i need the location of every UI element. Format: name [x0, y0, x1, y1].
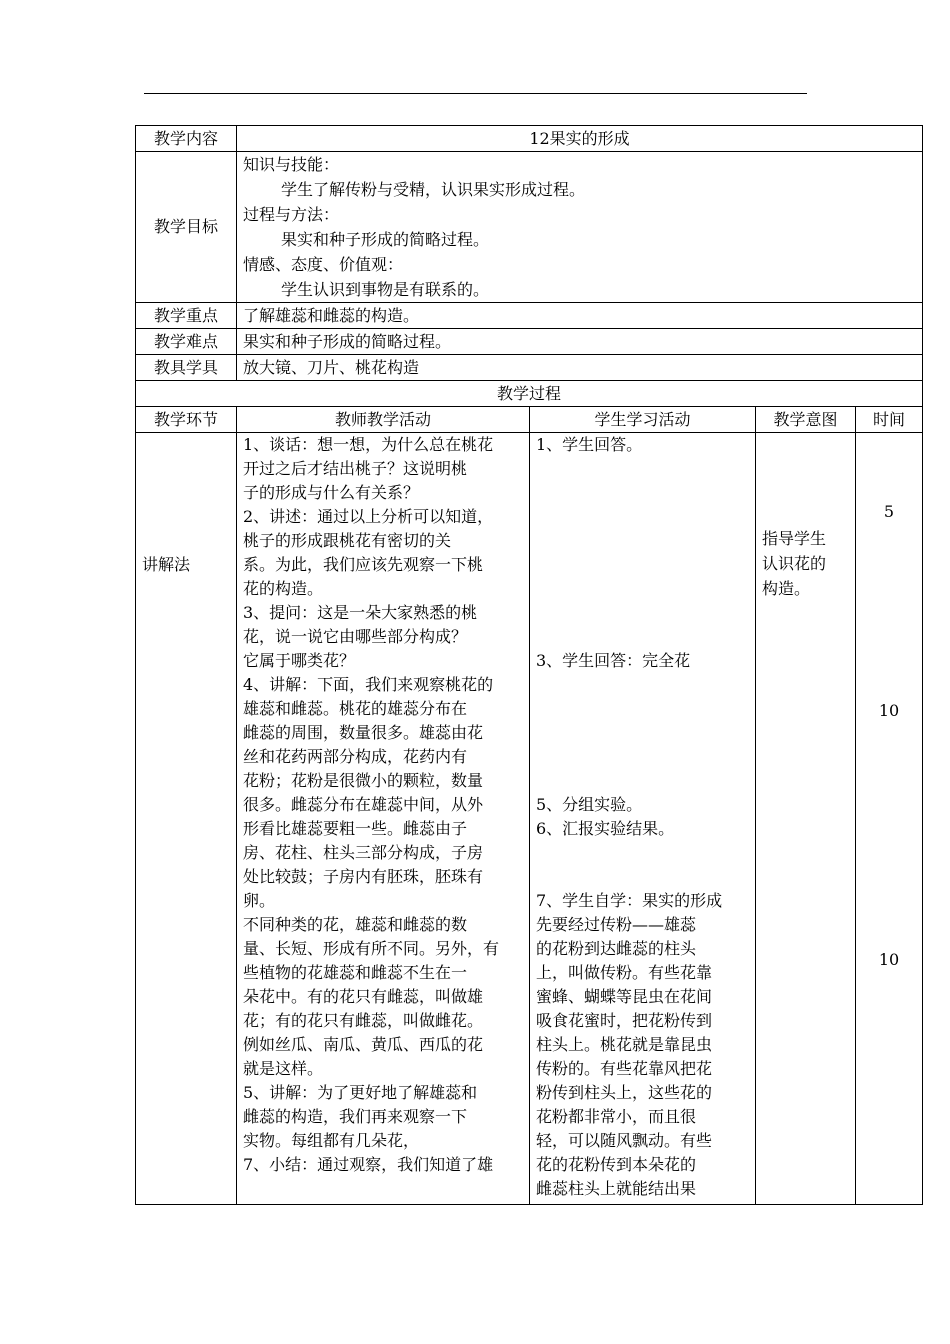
objective-line: 过程与方法：	[243, 205, 340, 224]
student-activity-line	[536, 625, 749, 649]
student-activity-line: 1、学生回答。	[536, 435, 643, 454]
time-value-1: 5	[883, 502, 895, 521]
teacher-activity-line: 雌蕊的周围，数量很多。雄蕊由花	[243, 723, 484, 742]
teacher-activity-line: 不同种类的花，雄蕊和雌蕊的数	[243, 915, 468, 934]
student-activity-line: 吸食花蜜时，把花粉传到	[536, 1011, 713, 1030]
lesson-plan-table	[135, 125, 923, 1205]
tools-row	[136, 355, 923, 381]
teacher-activity-line: 处比较鼓；子房内有胚珠，胚珠有	[243, 867, 484, 886]
teacher-activity-line: 花的构造。	[243, 579, 324, 598]
teacher-activity-line: 7、小结：通过观察，我们知道了雄	[243, 1155, 494, 1174]
difficulty-value: 果实和种子形成的简略过程。	[237, 329, 923, 355]
teaching-method: 讲解法	[136, 433, 237, 1205]
student-activity-line	[536, 721, 749, 745]
teacher-activity-line: 3、提问：这是一朵大家熟悉的桃	[243, 603, 478, 622]
objectives-label: 教学目标	[136, 152, 237, 303]
teacher-activity-line: 4、讲解：下面，我们来观察桃花的	[243, 675, 494, 694]
teacher-activity-line: 朵花中。有的花只有雌蕊，叫做雄	[243, 987, 484, 1006]
process-title-row	[136, 381, 923, 407]
student-activity-line	[536, 481, 749, 505]
lesson-title: 12果实的形成	[237, 126, 923, 152]
teacher-activity-line: 系。为此，我们应该先观察一下桃	[243, 555, 484, 574]
intent-line: 指导学生	[762, 529, 827, 548]
teacher-activity-line: 就是这样。	[243, 1059, 324, 1078]
time-value-2: 10	[878, 701, 900, 720]
student-activity-line: 轻，可以随风飘动。有些	[536, 1131, 713, 1150]
time-cell	[856, 433, 923, 1205]
teacher-activity-line: 子的形成与什么有关系？	[243, 483, 420, 502]
student-activity-line: 柱头上。桃花就是靠昆虫	[536, 1035, 713, 1054]
student-activity-line	[536, 577, 749, 601]
student-activity-line	[536, 769, 749, 793]
teacher-activity-line: 些植物的花雄蕊和雌蕊不生在一	[243, 963, 468, 982]
col-stage: 教学环节	[136, 407, 237, 433]
student-activity-line: 花粉都非常小，而且很	[536, 1107, 697, 1126]
teacher-activity-line: 花，说一说它由哪些部分构成？	[243, 627, 468, 646]
teacher-activity-line: 开过之后才结出桃子？这说明桃	[243, 459, 468, 478]
key-point-value: 了解雄蕊和雌蕊的构造。	[237, 303, 923, 329]
tools-label: 教具学具	[136, 355, 237, 381]
teacher-activity-line: 实物。每组都有几朵花，	[243, 1131, 420, 1150]
objective-line: 学生了解传粉与受精，认识果实形成过程。	[281, 180, 586, 199]
col-intent: 教学意图	[756, 407, 856, 433]
objective-line: 学生认识到事物是有联系的。	[281, 280, 490, 299]
objective-line: 知识与技能：	[243, 155, 340, 174]
objectives-row	[136, 152, 923, 303]
student-activity-line	[536, 865, 749, 889]
teacher-activity-line: 房、花柱、柱头三部分构成，子房	[243, 843, 484, 862]
process-body-row	[136, 433, 923, 1205]
student-activity-line: 的花粉到达雌蕊的柱头	[536, 939, 697, 958]
objective-line: 情感、态度、价值观：	[243, 255, 404, 274]
key-point-label: 教学重点	[136, 303, 237, 329]
student-activity-line	[536, 601, 749, 625]
col-student: 学生学习活动	[530, 407, 756, 433]
time-value-3: 10	[878, 950, 900, 969]
teacher-activity-line: 丝和花药两部分构成，花药内有	[243, 747, 468, 766]
difficulty-label: 教学难点	[136, 329, 237, 355]
teacher-activities	[237, 433, 530, 1205]
student-activity-line	[536, 553, 749, 577]
teacher-activity-line: 桃子的形成跟桃花有密切的关	[243, 531, 452, 550]
teacher-activity-line: 花粉；花粉是很微小的颗粒，数量	[243, 771, 484, 790]
student-activity-line: 7、学生自学：果实的形成	[536, 891, 723, 910]
col-time: 时间	[856, 407, 923, 433]
intent-line: 构造。	[762, 578, 811, 598]
student-activity-line: 蜜蜂、蝴蝶等昆虫在花间	[536, 987, 713, 1006]
teacher-activity-line: 量、长短、形成有所不同。另外，有	[243, 939, 500, 958]
teacher-activity-line: 卵。	[243, 891, 276, 910]
student-activity-line: 先要经过传粉——雄蕊	[536, 915, 697, 934]
col-teacher: 教师教学活动	[237, 407, 530, 433]
student-activity-line	[536, 673, 749, 697]
teacher-activity-line: 5、讲解：为了更好地了解雄蕊和	[243, 1083, 478, 1102]
student-activity-line: 3、学生回答：完全花	[536, 651, 691, 670]
student-activities	[530, 433, 756, 1205]
teacher-activity-line: 花；有的花只有雌蕊，叫做雌花。	[243, 1011, 484, 1030]
student-activity-line	[536, 505, 749, 529]
teacher-activity-line: 很多。雌蕊分布在雄蕊中间，从外	[243, 795, 484, 814]
content-row	[136, 126, 923, 152]
tools-value: 放大镜、刀片、桃花构造	[237, 355, 923, 381]
student-activity-line	[536, 697, 749, 721]
student-activity-line: 花的花粉传到本朵花的	[536, 1155, 697, 1174]
teacher-activity-line: 雄蕊和雌蕊。桃花的雄蕊分布在	[243, 699, 468, 718]
process-title: 教学过程	[136, 381, 923, 407]
teaching-intent	[756, 433, 856, 1205]
student-activity-line	[536, 841, 749, 865]
header-rule	[144, 93, 807, 94]
intent-line: 认识花的	[762, 553, 827, 573]
difficulty-row	[136, 329, 923, 355]
student-activity-line: 上，叫做传粉。有些花靠	[536, 963, 713, 982]
student-activity-line	[536, 529, 749, 553]
process-header-row	[136, 407, 923, 433]
objectives-text	[237, 152, 923, 303]
student-activity-line: 传粉的。有些花靠风把花	[536, 1059, 713, 1078]
student-activity-line: 5、分组实验。	[536, 795, 643, 814]
student-activity-line: 粉传到柱头上，这些花的	[536, 1083, 713, 1102]
teacher-activity-line: 2、讲述：通过以上分析可以知道，	[243, 507, 494, 526]
content-label: 教学内容	[136, 126, 237, 152]
teacher-activity-line: 它属于哪类花？	[243, 651, 356, 670]
student-activity-line	[536, 745, 749, 769]
key-point-row	[136, 303, 923, 329]
teacher-activity-line: 雌蕊的构造，我们再来观察一下	[243, 1107, 468, 1126]
student-activity-line	[536, 457, 749, 481]
teacher-activity-line: 1、谈话：想一想，为什么总在桃花	[243, 435, 494, 454]
student-activity-line: 雌蕊柱头上就能结出果	[536, 1179, 697, 1198]
teacher-activity-line: 形看比雄蕊要粗一些。雌蕊由子	[243, 819, 468, 838]
student-activity-line: 6、汇报实验结果。	[536, 819, 675, 838]
teacher-activity-line: 例如丝瓜、南瓜、黄瓜、西瓜的花	[243, 1035, 484, 1054]
objective-line: 果实和种子形成的简略过程。	[281, 230, 490, 249]
